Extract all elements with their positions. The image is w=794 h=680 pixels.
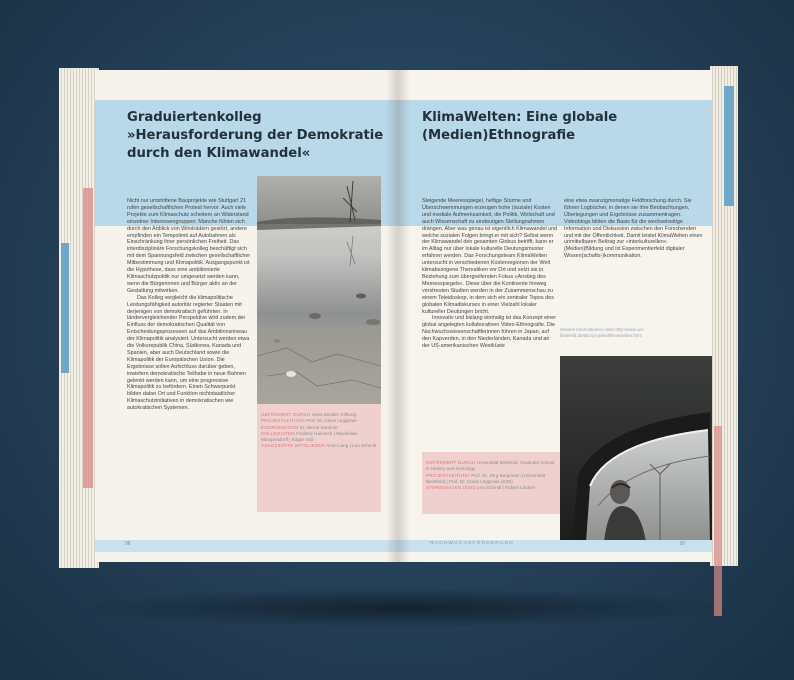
footer-band xyxy=(95,540,398,552)
info-value: Prof. Dr. Claus Leggewie xyxy=(306,418,357,424)
info-value: Lea Schmitt | Robert Lindner xyxy=(477,485,536,491)
red-page-edge xyxy=(714,426,722,616)
left-page xyxy=(95,70,398,562)
right-paragraph: Steigende Meeresspiegel, heftige Stürme und Überschwemmungen erzeugen hohe (soziale) Kosten und mediale Aufmerksamkeit, die Politik, Wirtschaft und auch Wissenschaft zu eindeutigen Stellungnahmen drängen. Aber was genau ist eigentlich Klimawandel und welche sozialen Folgen bringt er mit sich? Selbst wenn der Klimawandel den gesamten Globus betrifft, kann er im Alltag nur über lokale kulturelle Deutungsmuster erfahren werden. Das Forschungsteam KlimaWelten untersucht in verschiedenen Küstenregionen der Welt klimabezogene Thematiken vor Ort und setzt sie in Beziehung zum übergreifenden Fokus »Anstieg des Meeresspiegels«. Diese über die Kontinente hinweg verstreuten Studien werden in der Zusammenschau zu einem Teleidoskop, in dem sich ein zentraler Topos des globalen Klimadiskurses in einer Vielzahl lokaler kultureller Deutungen bricht. xyxy=(422,198,558,315)
left-paragraph: Das Kolleg vergleicht die klimapolitische Leistungsfähigkeit autoritär regierter Staaten mit derjenigen von demokratisch geführten. In ländervergleichender Perspektive wird zudem der Einfluss der demokratischen Qualität von Entscheidungsprozessen auf das Ambitionsniveau der Klimapolitik analysiert. Untersucht werden etwa die Volksrepublik China, Südkorea, Kanada und Spanien, aber auch Deutschland sowie die Klimapolitik der Europäischen Union. Die Ergebnisse sollen Aufschluss darüber geben, inwiefern demokratische Teilhabe in neue Bahnen gelenkt werden kann, um eine progressive Klimapolitik zu befördern. Einen Schwerpunkt bilden dabei Ort und Funktion nichtstaatlicher Klimaschutzinitiativen in demokratischen wie autokratischen Systemen. xyxy=(127,294,250,412)
right-page-title: KlimaWelten: Eine globale (Medien)Ethnografie xyxy=(422,110,618,143)
info-label: PROJEKTLEITUNG xyxy=(426,472,470,478)
info-row xyxy=(426,485,558,491)
right-page-stack xyxy=(710,66,738,566)
info-value: Dr. Bernd Sommer xyxy=(299,424,338,430)
left-page-stack xyxy=(59,68,99,568)
page-number: 96 xyxy=(125,541,131,547)
book-gutter xyxy=(386,70,410,562)
web-note: Weitere Informationen unter http://www.uni-bielefeld.de/tdrc/projekte/klimawelten.html xyxy=(560,327,645,338)
info-label: PROJEKTLEITUNG xyxy=(261,418,305,424)
info-lines xyxy=(261,412,379,450)
left-body-column xyxy=(127,198,251,412)
info-label: GEFÖRDERT DURCH xyxy=(261,412,311,417)
right-page xyxy=(398,70,712,562)
info-value: Prof. Dr. Jörg Bergmann (Universität Bielefeld) | Prof. Dr. Claus Leggewie (KWI) xyxy=(426,472,546,484)
info-row xyxy=(426,473,558,486)
puddle-photo xyxy=(257,176,381,404)
right-body-column-2 xyxy=(564,198,704,260)
info-label: GEFÖRDERT DURCH xyxy=(426,460,476,465)
info-label: STIPENDIATEN (KWI) xyxy=(426,485,476,491)
right-body-column-1 xyxy=(422,198,558,350)
info-row xyxy=(261,431,379,444)
blue-page-edge xyxy=(61,243,69,373)
info-label: KOORDINATION xyxy=(261,424,299,430)
project-info-box xyxy=(422,452,560,514)
info-label: KOLLEGIATEN xyxy=(261,430,295,436)
page-number: 97 xyxy=(680,541,686,547)
right-paragraph: eine etwa zwanzigmonatige Feldforschung durch. Sie führen Logbücher, in denen sie ihre Beobachtungen, Überlegungen und Ergebnisse zusammentragen. Videoblogs bilden die Basis für die wechselseitige Information und Diskussion zwischen den Forschenden und mit der Öffentlichkeit. Damit leistet KlimaWelten einen unmittelbaren Beitrag zur »interkulturellen« (Medien)Bildung und ist Experimentierfeld digitaler Wissen(schafts-)kommunikation. xyxy=(564,198,703,260)
info-value: Frederic Hanusch | Maximilian Müngersdorff | Edgar Voß xyxy=(261,430,358,443)
running-head: NACHWUCHSFÖRDERUNG xyxy=(430,541,515,546)
project-info-box xyxy=(257,404,381,512)
blue-page-edge xyxy=(724,86,734,206)
info-row xyxy=(426,460,558,473)
right-paragraph: Innovativ und bislang einmalig ist das Konzept einer global angelegten kollaborativen Video-Ethnografie. Die Nachwuchswissenschaftlerinnen führen in Japan, auf den Kapverden, in den Niederlanden, Kanada und an der US-amerikanischen Westküste xyxy=(422,315,557,350)
info-label: ASSOZIIERTE MITGLIEDER xyxy=(261,443,326,449)
info-value: Universität Bielefeld, Graduate School in History and Sociology xyxy=(426,460,555,472)
left-paragraph: Nicht nur umstrittene Bauprojekte wie Stuttgart 21 rufen gesellschaftlichen Protest hervor. Auch viele Projekte zum Klimaschutz scheitern an Widerstand einzelner Interessengruppen: Manche fühlen sich durch den Anblick von Windrädern gestört, andere empfinden ein Tempolimit auf Autobahnen als Einschränkung ihrer persönlichen Freiheit. Das interdisziplinäre Forschungskolleg beschäftigt sich mit dem Spannungsfeld zwischen gesellschaftlicher Mitbestimmung und Klimapolitik. Ausgangspunkt ist die Hypothese, dass eine ambitionierte Klimaschutzpolitik nur umgesetzt werden kann, wenn die Bürgerinnen und Bürger aktiv an der Gestaltung mitwirken. xyxy=(127,198,251,294)
info-value: Hans Böckler Stiftung xyxy=(311,412,357,417)
puddle-photo-image xyxy=(257,176,381,404)
info-row xyxy=(261,443,379,449)
info-lines xyxy=(426,460,558,491)
left-page-title: Graduiertenkolleg »Herausforderung der Demokratie durch den Klimawandel« xyxy=(127,110,384,161)
car-window-photo-image xyxy=(560,356,712,542)
info-value: Anne Lang | Lea Schmitt xyxy=(326,443,377,449)
red-page-edge xyxy=(83,188,93,488)
book-shadow xyxy=(72,588,732,628)
car-window-photo xyxy=(560,356,712,542)
